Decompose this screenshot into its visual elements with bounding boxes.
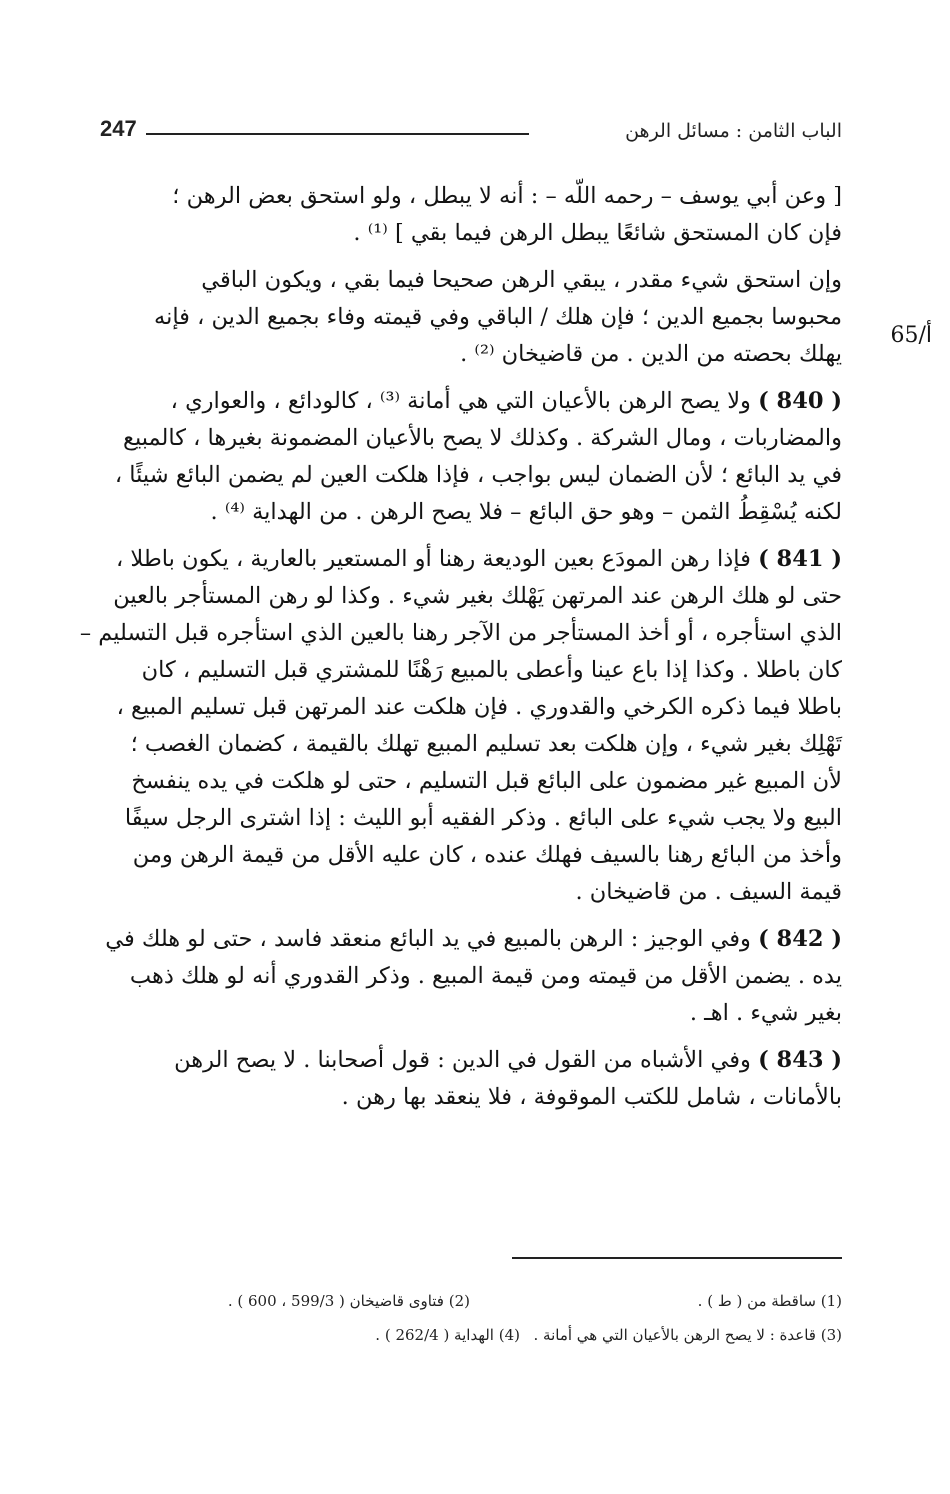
text-line: يده . يضمن الأقل من قيمته ومن قيمة المبيع . وذكر القدوري أنه لو هلك ذهب [129,963,842,989]
text-line: وأخذ من البائع رهنا بالسيف فهلك عنده ، كان عليه الأقل من قيمة الرهن ومن [132,842,842,868]
text-line: البيع ولا يجب شيء على البائع . وذكر الفقيه أبو الليث : إذا اشترى الرجل سيفًا [124,805,842,831]
footnote-separator [512,1257,842,1259]
header-rule [146,133,529,135]
text-line: محبوسا بجميع الدين ؛ فإن هلك / الباقي وفي قيمته وفاء بجميع الدين ، فإنه [154,304,842,330]
text-line: فإذا رهن المودَع بعين الوديعة رهنا أو المستعير بالعارية ، يكون باطلا ، [115,546,751,572]
text-line: بغير شيء . اهـ . [689,1000,842,1026]
text-line: لكنه يُسْقِطُ الثمن – وهو حق البائع – فلا يصح الرهن . من الهداية ⁽⁴⁾ . [210,499,842,525]
margin-folio-note: 65/أ [890,323,932,348]
text-line-first [100,921,842,958]
text-line: حتى لو هلك الرهن عند المرتهن يَهْلك بغير شيء . وكذا لو رهن المستأجر بالعين [113,583,842,609]
issue-number: ( 841 ) [758,546,842,572]
text-line: باطلا فيما ذكره الكرخي والقدوري . فإن هلكت عند المرتهن قبل تسليم المبيع ، [116,694,842,720]
text-line: وفي الأشباه من القول في الدين : قول أصحابنا . لا يصح الرهن [174,1047,751,1073]
text-line: والمضاربات ، ومال الشركة . وكذلك لا يصح بالأعيان المضمونة بغيرها ، كالمبيع [123,425,842,451]
footnote-row [100,1326,842,1360]
text-line: لأن المبيع غير مضمون على البائع قبل التسليم ، حتى لو هلكت في يده ينفسخ [131,768,842,794]
footnote-2: (2) فتاوى قاضيخان ( 599/3 ، 600 ) . [227,1292,470,1310]
footnote-3: (3) قاعدة : لا يصح الرهن بالأعيان التي هي أمانة . [533,1326,842,1344]
paragraph [79,541,842,911]
text-line: ولا يصح الرهن بالأعيان التي هي أمانة ⁽³⁾ ، كالودائع ، والعواري ، [170,388,751,414]
text-line: الذي استأجره ، أو أخذ المستأجر من الآجر رهنا بالعين الذي استأجره قبل التسليم – [79,620,842,646]
page-number: 247 [100,116,137,141]
paragraph [100,1042,842,1116]
footnote-row [100,1292,842,1326]
text-line-first [100,383,842,420]
footnote-4: (4) الهداية ( 262/4 ) . [375,1326,520,1344]
text-line-first [100,541,842,578]
text-line: قيمة السيف . من قاضيخان . [575,879,842,905]
text-line: يهلك بحصته من الدين . من قاضيخان ⁽²⁾ . [460,341,842,367]
text-line: كان باطلا . وكذا إذا باع عينا وأعطى بالمبيع رَهْنًا للمشتري قبل التسليم ، كان [141,657,842,683]
text-line: [ وعن أبي يوسف – رحمه اللّه – : أنه لا يبطل ، ولو استحق بعض الرهن ؛ [172,183,842,209]
page-header [100,116,842,162]
page-body [79,178,842,1116]
paragraph [100,262,842,373]
running-title: الباب الثامن : مسائل الرهن [625,120,842,142]
footnote-1: (1) ساقطة من ( ط ) . [697,1292,842,1310]
footnotes [100,1292,842,1360]
paragraph [100,383,842,531]
text-line: تَهْلِك بغير شيء ، وإن هلكت بعد تسليم المبيع تهلك بالقيمة ، كضمان الغصب ؛ [130,731,842,757]
paragraph [100,178,842,252]
paragraph [100,921,842,1032]
text-line: وفي الوجيز : الرهن بالمبيع في يد البائع منعقد فاسد ، حتى لو هلك في [105,926,751,952]
text-line: فإن كان المستحق شائعًا يبطل الرهن فيما بقي ] ⁽¹⁾ . [353,220,842,246]
issue-number: ( 842 ) [758,926,842,952]
text-line: في يد البائع ؛ لأن الضمان ليس بواجب ، فإذا هلكت العين لم يضمن البائع شيئًا ، [114,462,842,488]
text-line-first [100,1042,842,1079]
issue-number: ( 843 ) [758,1047,842,1073]
text-line: وإن استحق شيء مقدر ، يبقي الرهن صحيحا فيما بقي ، ويكون الباقي [201,267,842,293]
issue-number: ( 840 ) [758,388,842,414]
text-line: بالأمانات ، شامل للكتب الموقوفة ، فلا ينعقد بها رهن . [341,1084,842,1110]
